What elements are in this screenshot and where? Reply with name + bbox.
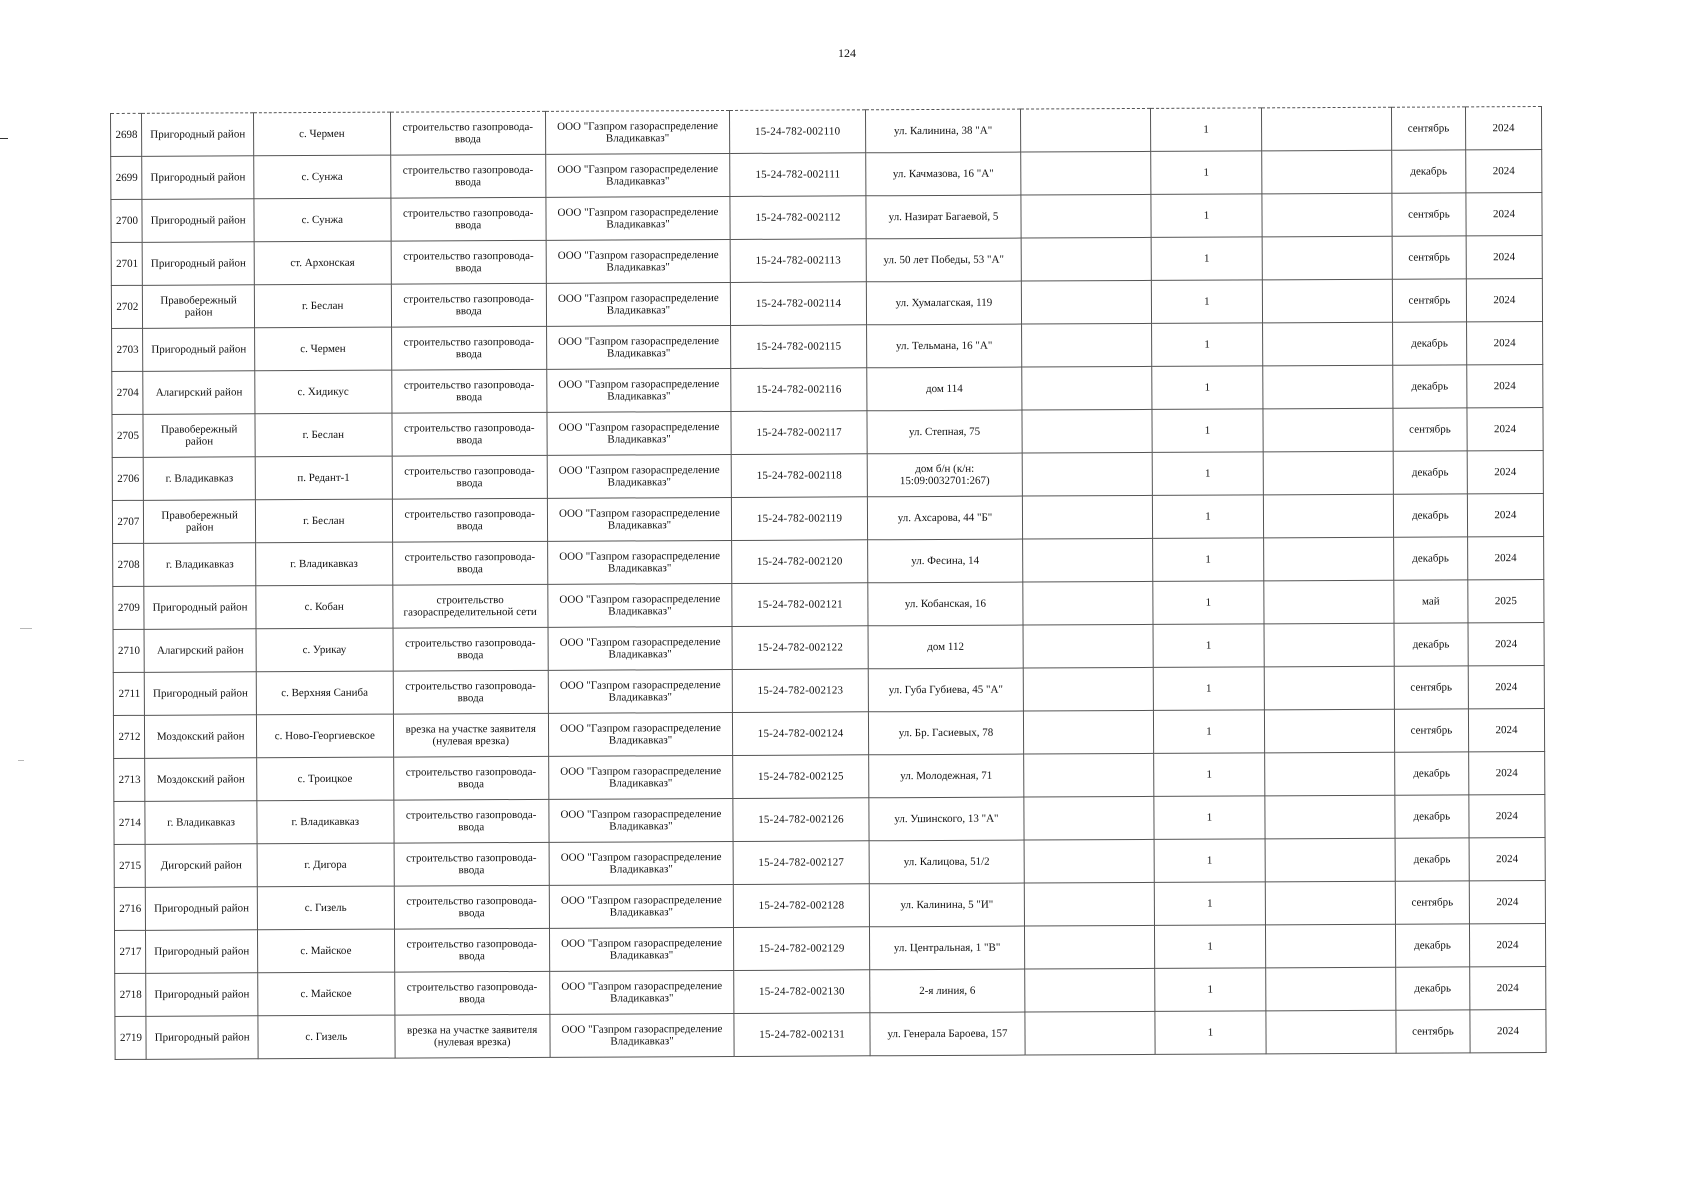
cell-organization: ООО "Газпром газораспределение Владикавказ" (549, 970, 734, 1014)
cell-num: 2717 (114, 930, 146, 973)
cell-qty: 1 (1154, 968, 1266, 1012)
table-row (115, 1009, 1546, 1059)
cell-work-type: строительство газопровода-ввода (392, 455, 547, 499)
cell-address: дом 112 (868, 625, 1023, 669)
cell-district: Пригородный район (145, 672, 257, 716)
cell-settlement: с. Чермен (253, 112, 390, 156)
cell-num: 2716 (114, 887, 146, 930)
cell-district: Пригородный район (142, 113, 254, 157)
table-row (112, 365, 1543, 415)
cell-year: 2024 (1468, 665, 1544, 708)
cell-year: 2024 (1469, 923, 1545, 966)
cell-month: декабрь (1393, 494, 1467, 537)
cell-settlement: г. Владикавказ (255, 542, 392, 586)
margin-mark (0, 138, 8, 139)
cell-code: 15-24-782-002121 (732, 583, 868, 627)
cell-year: 2024 (1465, 107, 1541, 150)
cell-code: 15-24-782-002129 (734, 927, 870, 971)
cell-work-type: врезка на участке заявителя (нулевая врезка) (393, 713, 548, 757)
cell-address: ул. Ахсарова, 44 "Б" (867, 496, 1022, 540)
cell-organization: ООО "Газпром газораспределение Владикавказ" (545, 110, 730, 154)
cell-work-type: строительство газопровода-ввода (392, 541, 547, 585)
cell-month: декабрь (1393, 365, 1467, 408)
cell-qty: 1 (1155, 1011, 1267, 1055)
cell-code: 15-24-782-002114 (731, 282, 867, 326)
cell-code: 15-24-782-002127 (733, 841, 869, 885)
cell-organization: ООО "Газпром газораспределение Владикавказ" (546, 282, 731, 326)
cell-col10 (1263, 408, 1393, 452)
cell-organization: ООО "Газпром газораспределение Владикавказ" (548, 755, 733, 799)
cell-organization: ООО "Газпром газораспределение Владикавказ" (547, 411, 732, 455)
cell-col8 (1024, 753, 1154, 797)
cell-code: 15-24-782-002115 (731, 325, 867, 369)
cell-settlement: с. Гизель (258, 1015, 395, 1059)
cell-qty: 1 (1151, 366, 1263, 410)
cell-district: Пригородный район (142, 199, 254, 243)
cell-num: 2698 (111, 113, 143, 156)
cell-district: Алагирский район (143, 371, 255, 415)
cell-month: май (1394, 580, 1468, 623)
cell-col10 (1265, 881, 1395, 925)
cell-district: Алагирский район (144, 629, 256, 673)
cell-col8 (1023, 667, 1153, 711)
cell-num: 2710 (113, 629, 145, 672)
cell-col8 (1023, 538, 1153, 582)
cell-address: ул. Кобанская, 16 (868, 582, 1023, 626)
cell-organization: ООО "Газпром газораспределение Владикавказ" (546, 239, 731, 283)
cell-year: 2024 (1467, 451, 1543, 494)
registry-body (111, 107, 1547, 1060)
cell-month: сентябрь (1394, 709, 1468, 752)
cell-col10 (1264, 580, 1394, 624)
table-row (114, 837, 1545, 887)
cell-settlement: с. Майское (258, 972, 395, 1016)
cell-organization: ООО "Газпром газораспределение Владикавказ" (548, 669, 733, 713)
cell-col8 (1021, 194, 1151, 238)
cell-month: декабрь (1392, 322, 1466, 365)
cell-year: 2024 (1467, 365, 1543, 408)
cell-month: сентябрь (1391, 107, 1465, 150)
cell-num: 2707 (112, 500, 144, 543)
cell-qty: 1 (1152, 538, 1264, 582)
cell-address: ул. Тельмана, 16 "А" (867, 324, 1022, 368)
cell-col8 (1022, 495, 1152, 539)
cell-district: Пригородный район (143, 242, 255, 286)
cell-district: Правобережный район (143, 285, 255, 329)
cell-num: 2702 (111, 285, 143, 328)
cell-month: декабрь (1395, 924, 1469, 967)
cell-address: ул. Ушинского, 13 "А" (869, 797, 1024, 841)
cell-settlement: с. Гизель (257, 886, 394, 930)
cell-col10 (1264, 537, 1394, 581)
cell-organization: ООО "Газпром газораспределение Владикавказ" (549, 798, 734, 842)
cell-organization: ООО "Газпром газораспределение Владикавказ" (549, 927, 734, 971)
cell-month: сентябрь (1392, 193, 1466, 236)
cell-code: 15-24-782-002110 (730, 110, 866, 154)
cell-code: 15-24-782-002123 (732, 669, 868, 713)
cell-organization: ООО "Газпром газораспределение Владикавказ" (548, 626, 733, 670)
cell-num: 2718 (115, 973, 147, 1016)
cell-num: 2703 (112, 328, 144, 371)
cell-qty: 1 (1150, 108, 1262, 152)
cell-organization: ООО "Газпром газораспределение Владикавказ" (547, 497, 732, 541)
cell-col10 (1265, 838, 1395, 882)
cell-settlement: с. Сунжа (254, 198, 391, 242)
cell-year: 2024 (1470, 966, 1546, 1009)
cell-month: декабрь (1395, 838, 1469, 881)
cell-settlement: г. Беслан (255, 413, 392, 457)
cell-month: декабрь (1394, 623, 1468, 666)
cell-address: 2-я линия, 6 (870, 969, 1025, 1013)
cell-num: 2709 (113, 586, 145, 629)
cell-settlement: с. Урикау (256, 628, 393, 672)
cell-code: 15-24-782-002112 (730, 196, 866, 240)
cell-organization: ООО "Газпром газораспределение Владикавказ" (548, 583, 733, 627)
table-row (111, 107, 1542, 157)
cell-address: ул. Центральная, 1 "В" (869, 926, 1024, 970)
cell-code: 15-24-782-002116 (731, 368, 867, 412)
cell-col8 (1021, 280, 1151, 324)
cell-address: ул. 50 лет Победы, 53 "А" (866, 238, 1021, 282)
cell-year: 2024 (1466, 150, 1542, 193)
cell-address: ул. Хумалагская, 119 (866, 281, 1021, 325)
cell-col8 (1025, 1011, 1155, 1055)
cell-year: 2024 (1469, 837, 1545, 880)
cell-col10 (1264, 623, 1394, 667)
cell-year: 2024 (1468, 708, 1544, 751)
cell-qty: 1 (1152, 452, 1264, 496)
cell-district: Моздокский район (145, 715, 257, 759)
cell-qty: 1 (1153, 624, 1265, 668)
cell-col10 (1265, 795, 1395, 839)
cell-num: 2712 (113, 715, 145, 758)
cell-organization: ООО "Газпром газораспределение Владикавказ" (549, 841, 734, 885)
cell-col8 (1021, 108, 1151, 152)
cell-year: 2024 (1469, 751, 1545, 794)
cell-settlement: г. Дигора (257, 843, 394, 887)
cell-col8 (1023, 624, 1153, 668)
table-row (112, 322, 1543, 372)
cell-col8 (1022, 366, 1152, 410)
cell-month: сентябрь (1393, 408, 1467, 451)
table-row (113, 536, 1544, 586)
cell-num: 2700 (111, 199, 143, 242)
cell-district: г. Владикавказ (144, 457, 256, 501)
cell-col8 (1024, 796, 1154, 840)
cell-col10 (1262, 107, 1392, 151)
cell-settlement: с. Верхняя Саниба (256, 671, 393, 715)
cell-settlement: с. Хидикус (255, 370, 392, 414)
cell-organization: ООО "Газпром газораспределение Владикавказ" (550, 1013, 735, 1057)
registry-table (110, 106, 1547, 1060)
cell-num: 2701 (111, 242, 143, 285)
cell-year: 2024 (1470, 1009, 1546, 1052)
cell-month: декабрь (1394, 537, 1468, 580)
cell-qty: 1 (1153, 710, 1265, 754)
cell-district: Пригородный район (143, 328, 255, 372)
cell-district: Пригородный район (146, 930, 258, 974)
cell-code: 15-24-782-002128 (733, 884, 869, 928)
cell-work-type: строительство газопровода-ввода (394, 928, 549, 972)
cell-work-type: строительство газопровода-ввода (390, 154, 545, 198)
cell-work-type: строительство газопровода-ввода (394, 842, 549, 886)
cell-district: Правобережный район (144, 500, 256, 544)
cell-work-type: строительство газопровода-ввода (394, 971, 549, 1015)
cell-work-type: строительство газопровода-ввода (391, 369, 546, 413)
cell-code: 15-24-782-002119 (732, 497, 868, 541)
cell-code: 15-24-782-002120 (732, 540, 868, 584)
cell-qty: 1 (1154, 925, 1266, 969)
cell-month: сентябрь (1392, 236, 1466, 279)
cell-qty: 1 (1153, 581, 1265, 625)
cell-organization: ООО "Газпром газораспределение Владикавказ" (546, 368, 731, 412)
cell-col10 (1264, 666, 1394, 710)
cell-address: ул. Молодежная, 71 (869, 754, 1024, 798)
cell-address: ул. Калицова, 51/2 (869, 840, 1024, 884)
cell-col8 (1025, 968, 1155, 1012)
cell-year: 2024 (1466, 322, 1542, 365)
cell-code: 15-24-782-002126 (733, 798, 869, 842)
cell-num: 2719 (115, 1016, 147, 1059)
cell-work-type: строительство газопровода-ввода (391, 283, 546, 327)
cell-code: 15-24-782-002117 (731, 411, 867, 455)
cell-qty: 1 (1151, 323, 1263, 367)
cell-year: 2024 (1467, 408, 1543, 451)
cell-col10 (1262, 193, 1392, 237)
table-row (111, 279, 1542, 329)
cell-work-type: строительство газопровода-ввода (392, 498, 547, 542)
cell-district: Моздокский район (145, 758, 257, 802)
cell-col10 (1265, 752, 1395, 796)
cell-col8 (1021, 237, 1151, 281)
cell-settlement: г. Владикавказ (257, 800, 394, 844)
cell-work-type: строительство газопровода-ввода (391, 197, 546, 241)
cell-col10 (1263, 279, 1393, 323)
cell-settlement: с. Ново-Георгиевское (256, 714, 393, 758)
cell-num: 2711 (113, 672, 145, 715)
cell-work-type: строительство газопровода-ввода (393, 627, 548, 671)
cell-year: 2024 (1468, 622, 1544, 665)
cell-code: 15-24-782-002122 (732, 626, 868, 670)
table-row (114, 794, 1545, 844)
cell-settlement: п. Редант-1 (255, 456, 392, 500)
cell-year: 2024 (1466, 236, 1542, 279)
cell-qty: 1 (1153, 667, 1265, 711)
cell-address: ул. Калинина, 5 "И" (869, 883, 1024, 927)
cell-address: ул. Калинина, 38 "А" (865, 109, 1020, 153)
table-row (112, 493, 1543, 543)
cell-settlement: с. Чермен (254, 327, 391, 371)
cell-work-type: строительство газопровода-ввода (393, 670, 548, 714)
cell-district: Пригородный район (146, 1016, 258, 1060)
cell-month: декабрь (1392, 150, 1466, 193)
cell-organization: ООО "Газпром газораспределение Владикавказ" (548, 712, 733, 756)
table-row (114, 751, 1545, 801)
table-row (113, 708, 1544, 758)
cell-col8 (1024, 925, 1154, 969)
cell-col8 (1024, 882, 1154, 926)
cell-organization: ООО "Газпром газораспределение Владикавказ" (545, 153, 730, 197)
cell-year: 2024 (1466, 279, 1542, 322)
cell-qty: 1 (1152, 409, 1264, 453)
table-row (111, 236, 1542, 286)
cell-district: г. Владикавказ (145, 801, 257, 845)
cell-work-type: строительство газопровода-ввода (394, 885, 549, 929)
cell-address: ул. Фесина, 14 (868, 539, 1023, 583)
table-row (114, 923, 1545, 973)
cell-work-type: строительство газопровода-ввода (393, 756, 548, 800)
cell-month: сентябрь (1392, 279, 1466, 322)
cell-work-type: строительство газопровода-ввода (392, 412, 547, 456)
cell-qty: 1 (1151, 280, 1263, 324)
cell-address: ул. Степная, 75 (867, 410, 1022, 454)
cell-col10 (1265, 709, 1395, 753)
cell-col8 (1024, 839, 1154, 883)
cell-col10 (1266, 1010, 1396, 1054)
cell-year: 2024 (1467, 536, 1543, 579)
cell-col8 (1022, 409, 1152, 453)
cell-month: сентябрь (1394, 666, 1468, 709)
cell-code: 15-24-782-002113 (730, 239, 866, 283)
table-row (112, 451, 1543, 501)
cell-organization: ООО "Газпром газораспределение Владикавказ" (547, 540, 732, 584)
cell-work-type: строительство газопровода-ввода (394, 799, 549, 843)
cell-month: декабрь (1396, 967, 1470, 1010)
cell-num: 2699 (111, 156, 143, 199)
cell-qty: 1 (1154, 839, 1266, 883)
cell-col8 (1023, 581, 1153, 625)
cell-address: ул. Бр. Гасиевых, 78 (868, 711, 1023, 755)
cell-qty: 1 (1152, 495, 1264, 539)
cell-address: ул. Генерала Бароева, 157 (870, 1012, 1025, 1056)
cell-year: 2024 (1469, 794, 1545, 837)
cell-col8 (1022, 452, 1152, 496)
cell-col10 (1263, 322, 1393, 366)
cell-col8 (1022, 323, 1152, 367)
scan-speck (20, 628, 32, 629)
cell-col10 (1262, 236, 1392, 280)
table-row (113, 622, 1544, 672)
cell-address: дом б/н (к/н: 15:09:0032701:267) (867, 453, 1022, 497)
cell-month: декабрь (1395, 795, 1469, 838)
cell-col10 (1263, 451, 1393, 495)
cell-qty: 1 (1154, 882, 1266, 926)
cell-code: 15-24-782-002118 (731, 454, 867, 498)
table-row (111, 150, 1542, 200)
cell-col10 (1263, 365, 1393, 409)
cell-work-type: строительство газораспределительной сети (392, 584, 547, 628)
cell-address: ул. Качмазова, 16 "А" (866, 152, 1021, 196)
cell-year: 2024 (1466, 193, 1542, 236)
cell-settlement: ст. Архонская (254, 241, 391, 285)
cell-qty: 1 (1153, 753, 1265, 797)
cell-settlement: г. Беслан (254, 284, 391, 328)
cell-address: ул. Губа Губиева, 45 "А" (868, 668, 1023, 712)
cell-year: 2024 (1467, 493, 1543, 536)
cell-num: 2705 (112, 414, 144, 457)
cell-address: дом 114 (867, 367, 1022, 411)
cell-code: 15-24-782-002124 (733, 712, 869, 756)
cell-num: 2704 (112, 371, 144, 414)
cell-col10 (1266, 924, 1396, 968)
cell-settlement: с. Кобан (256, 585, 393, 629)
cell-col10 (1266, 967, 1396, 1011)
cell-col10 (1262, 150, 1392, 194)
cell-num: 2715 (114, 844, 146, 887)
cell-month: сентябрь (1396, 1010, 1470, 1053)
cell-num: 2706 (112, 457, 144, 500)
cell-work-type: врезка на участке заявителя (нулевая врезка) (395, 1014, 550, 1058)
cell-district: Пригородный район (146, 973, 258, 1017)
cell-settlement: с. Троицкое (257, 757, 394, 801)
cell-code: 15-24-782-002125 (733, 755, 869, 799)
cell-year: 2024 (1469, 880, 1545, 923)
cell-organization: ООО "Газпром газораспределение Владикавказ" (546, 196, 731, 240)
cell-col10 (1264, 494, 1394, 538)
cell-organization: ООО "Газпром газораспределение Владикавказ" (547, 454, 732, 498)
cell-num: 2714 (114, 801, 146, 844)
cell-year: 2025 (1468, 579, 1544, 622)
page-number: 124 (838, 46, 856, 60)
cell-col8 (1021, 151, 1151, 195)
cell-district: г. Владикавказ (144, 543, 256, 587)
cell-settlement: с. Сунжа (254, 155, 391, 199)
cell-district: Правобережный район (143, 414, 255, 458)
cell-organization: ООО "Газпром газораспределение Владикавказ" (549, 884, 734, 928)
table-row (111, 193, 1542, 243)
table-row (115, 966, 1546, 1016)
cell-district: Пригородный район (142, 156, 254, 200)
cell-num: 2713 (114, 758, 146, 801)
cell-code: 15-24-782-002130 (734, 970, 870, 1014)
cell-work-type: строительство газопровода-ввода (391, 240, 546, 284)
cell-settlement: г. Беслан (255, 499, 392, 543)
table-row (114, 880, 1545, 930)
cell-code: 15-24-782-002111 (730, 153, 866, 197)
scan-speck (18, 760, 24, 761)
table-row (112, 408, 1543, 458)
cell-qty: 1 (1150, 151, 1262, 195)
cell-settlement: с. Майское (257, 929, 394, 973)
cell-code: 15-24-782-002131 (734, 1013, 870, 1057)
cell-district: Пригородный район (146, 887, 258, 931)
cell-month: сентябрь (1395, 881, 1469, 924)
cell-district: Пригородный район (144, 586, 256, 630)
cell-address: ул. Назират Багаевой, 5 (866, 195, 1021, 239)
cell-month: декабрь (1393, 451, 1467, 494)
table-row (113, 579, 1544, 629)
cell-work-type: строительство газопровода-ввода (390, 111, 545, 155)
cell-qty: 1 (1151, 237, 1263, 281)
cell-district: Дигорский район (145, 844, 257, 888)
cell-qty: 1 (1154, 796, 1266, 840)
cell-num: 2708 (113, 543, 145, 586)
cell-col8 (1023, 710, 1153, 754)
cell-month: декабрь (1395, 752, 1469, 795)
table-row (113, 665, 1544, 715)
cell-work-type: строительство газопровода-ввода (391, 326, 546, 370)
cell-qty: 1 (1151, 194, 1263, 238)
cell-organization: ООО "Газпром газораспределение Владикавказ" (546, 325, 731, 369)
